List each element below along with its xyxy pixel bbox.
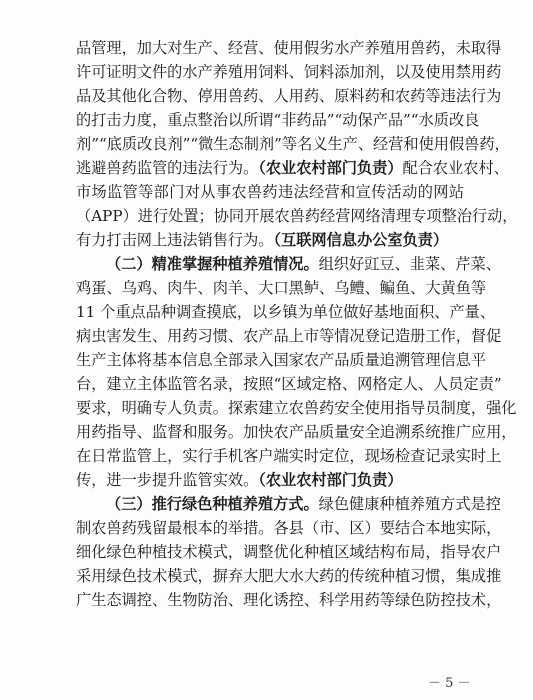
text-line: 用药指导、监督和服务。加快农产品质量安全追溯系统推广应用， <box>76 423 517 441</box>
text-run: 配合农业农村、 <box>402 159 509 177</box>
text-line: 剂”“底质改良剂”“微生态制剂”等名义生产、经营和使用假兽药， <box>76 135 510 153</box>
text-run: 绿色健康种植养殖方式是控 <box>318 495 501 513</box>
text-line-mixed <box>76 230 464 250</box>
section-heading: （二）精准掌握种植养殖情况。 <box>106 255 319 273</box>
text-line-mixed <box>76 158 509 178</box>
text-line: 要求，明确专人负责。探索建立农兽药安全使用指导员制度，强化 <box>76 399 517 417</box>
text-line: 细化绿色种植技术模式，调整优化种植区域结构布局，指导农户 <box>76 543 502 561</box>
text-run: 有力打击网上违法销售行为。 <box>76 231 274 249</box>
responsible-department: （农业农村部门负责） <box>258 471 403 489</box>
text-run: 逃避兽药监管的违法行为。 <box>76 159 259 177</box>
text-line: 许可证明文件的水产养殖用饲料、饲料添加剂，以及使用禁用药 <box>76 63 502 81</box>
text-run: 组织好豇豆、韭菜、芹菜、 <box>318 255 501 273</box>
responsible-department: （互联网信息办公室负责） <box>273 231 449 249</box>
text-line: 广生态调控、生物防治、理化诱控、科学用药等绿色防控技术， <box>76 591 502 609</box>
text-line: 市场监管等部门对从事农兽药违法经营和宣传活动的网站 <box>76 183 464 201</box>
text-line: 制农兽药残留最根本的举措。各县（市、区）要结合本地实际， <box>76 519 502 537</box>
text-run: 传，进一步提升监管实效。 <box>76 471 259 489</box>
text-line: 采用绿色技术模式，摒弃大肥大水大药的传统种植习惯，集成推 <box>76 567 502 585</box>
text-line-mixed <box>106 494 501 514</box>
text-line: 台，建立主体监管名录，按照“区域定格、网格定人、人员定责” <box>76 375 502 393</box>
text-line: 生产主体将基本信息全部录入国家农产品质量追溯管理信息平 <box>76 351 487 369</box>
text-line: 鸡蛋、乌鸡、肉牛、肉羊、大口黑鲈、乌鳢、鳊鱼、大黄鱼等 <box>76 279 487 297</box>
page-number: － 5 － <box>428 676 471 691</box>
text-line: 品管理，加大对生产、经营、使用假劣水产养殖用兽药，未取得 <box>76 39 502 57</box>
section-heading: （三）推行绿色种植养殖方式。 <box>106 495 319 513</box>
text-line: 的打击力度，重点整治以所谓“非药品”“动保产品”“水质改良 <box>76 111 480 129</box>
text-line: 在日常监管上，实行手机客户端实时定位，现场检查记录实时上 <box>76 447 502 465</box>
responsible-department: （农业农村部门负责） <box>258 159 403 177</box>
text-line-mixed <box>106 254 501 274</box>
text-line-mixed <box>76 470 464 490</box>
text-line: （APP）进行处置；协同开展农兽药经营网络清理专项整治行动， <box>76 207 518 225</box>
text-line: 病虫害发生、用药习惯、农产品上市等情况登记造册工作，督促 <box>76 327 502 345</box>
text-line: 11 个重点品种调查摸底，以乡镇为单位做好基地面积、产量、 <box>76 303 496 321</box>
text-line: 品及其他化合物、停用兽药、人用药、原料药和农药等违法行为 <box>76 87 502 105</box>
